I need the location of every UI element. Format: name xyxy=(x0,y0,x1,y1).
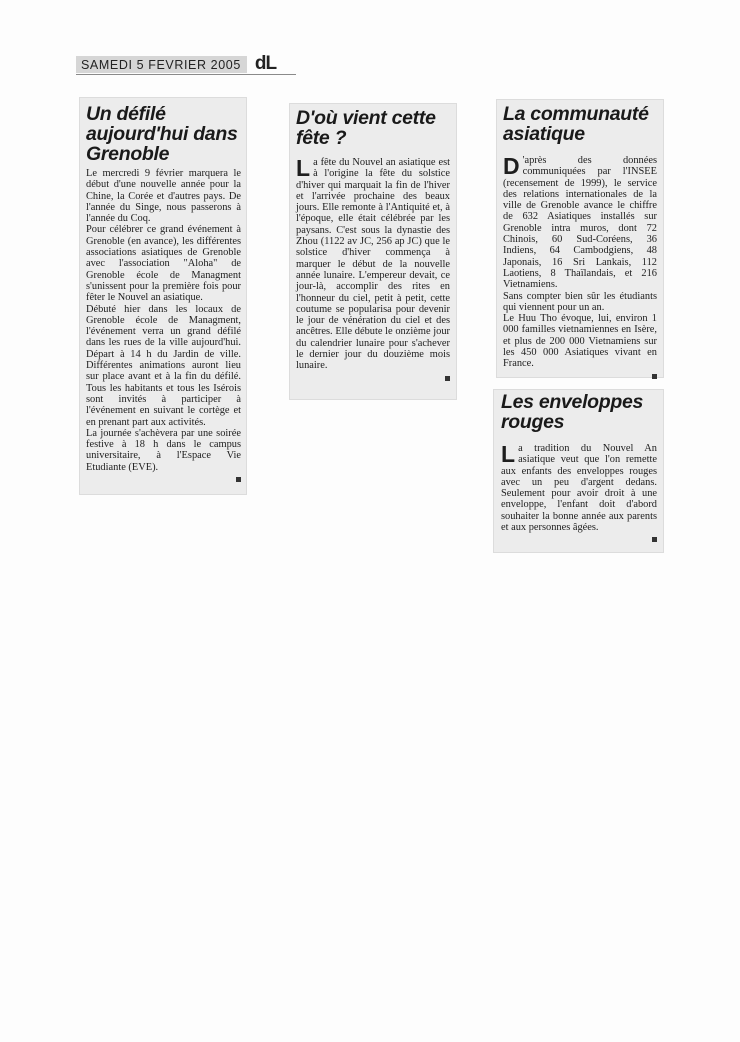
paragraph: Le mercredi 9 février marquera le début d'une nouvelle année pour la Chine, la Corée et d'autres pays. De l'année du Singe, nous passerons à l'année du Coq. xyxy=(86,168,241,225)
article-body xyxy=(501,443,657,533)
end-mark-icon xyxy=(652,537,657,542)
article-title: Un défilé aujourd'hui dans Grenoble xyxy=(86,103,238,165)
article-body xyxy=(86,168,241,473)
paragraph: La journée s'achèvera par une soirée festive à 18 h dans le campus universitaire, à l'Espace Vie Etudiante (EVE). xyxy=(86,427,241,473)
article-fete xyxy=(290,104,456,399)
article-communaute xyxy=(497,100,663,377)
paragraph: a fête du Nouvel an asiatique est à l'origine la fête du solstice d'hiver qui marquait la fin de l'hiver et l'arrivée prochaine des beaux jours. Elle remonte à l'Antiquité et, à l'époque, elle était célébrée par les paysans. C'est sous la dynastie des Zhou (1122 av JC, 256 ap JC) que le solstice d'hiver commença à marquer le début de la nouvelle année lunaire. L'empereur devait, ce jour-là, accomplir des rites en l'honneur du ciel, petit à petit, cette coutume se popularisa pour devenir le jour de vénération du ciel et des ancêtres. Elle débute le onzième jour du calendrier lunaire pour s'achever le dernier jour du douzième mois lunaire. xyxy=(296,157,450,372)
article-body xyxy=(296,157,450,372)
drop-cap: D xyxy=(503,153,520,179)
article-enveloppes xyxy=(494,390,663,552)
paragraph: Le Huu Tho évoque, lui, environ 1 000 familles vietnamiennes en Isère, et plus de 200 000 Vietnamiens sur les 450 000 Asiatiques vivant en France. xyxy=(503,313,657,370)
paragraph: a tradition du Nouvel An asiatique veut que l'on remette aux enfants des enveloppes rouges avec un peu d'argent dedans. Seulement pour avoir droit à une enveloppe, l'enfant doit d'abord souhaiter la bonne année aux parents et aux personnes âgées. xyxy=(501,443,657,534)
end-mark-icon xyxy=(236,477,241,482)
paragraph: Pour célébrer ce grand événement à Grenoble (en avance), les différentes associations asiatiques de Grenoble avec l'association "Aloha" de Grenoble école de Managment s'unissent pour la première fois pour fêter le Nouvel an asiatique. xyxy=(86,224,241,304)
article-title: D'où vient cette fête ? xyxy=(296,107,436,149)
paragraph: Sans compter bien sûr les étudiants qui viennent pour un an. xyxy=(503,290,657,313)
end-mark-icon xyxy=(445,376,450,381)
drop-cap: L xyxy=(501,441,516,467)
paragraph: 'après des données communiquées par l'INSEE (recensement de 1999), le service des relations internationales de la ville de Grenoble avance le chiffre de 632 Asiatiques installés sur Grenoble intra muros, dont 72 Chinois, 60 Sud-Coréens, 36 Indiens, 64 Cambodgiens, 48 Japonais, 16 Sri Lankais, 112 Laotiens, 8 Thaïlandais, et 216 Vietnamiens. xyxy=(503,155,657,291)
drop-cap: L xyxy=(296,155,311,181)
masthead xyxy=(76,54,296,75)
article-body xyxy=(503,155,657,370)
newspaper-logo: dL xyxy=(254,53,277,74)
end-mark-icon xyxy=(652,374,657,379)
article-title: Les enveloppes rouges xyxy=(501,391,644,433)
paragraph: Débuté hier dans les locaux de Grenoble école de Managment, l'événement verra un grand défilé dans les rues de la ville aujourd'hui. Départ à 14 h du Jardin de ville. Différentes animations auront lieu sur place avant et à la fin du défilé. Tous les habitants et tous les Isérois sont invités à participer à l'événement en suivant le cortège et en prenant part aux activités. xyxy=(86,303,241,428)
article-title: La communauté asiatique xyxy=(503,103,649,145)
article-defile xyxy=(80,98,246,494)
edition-date: SAMEDI 5 FEVRIER 2005 xyxy=(76,56,247,73)
